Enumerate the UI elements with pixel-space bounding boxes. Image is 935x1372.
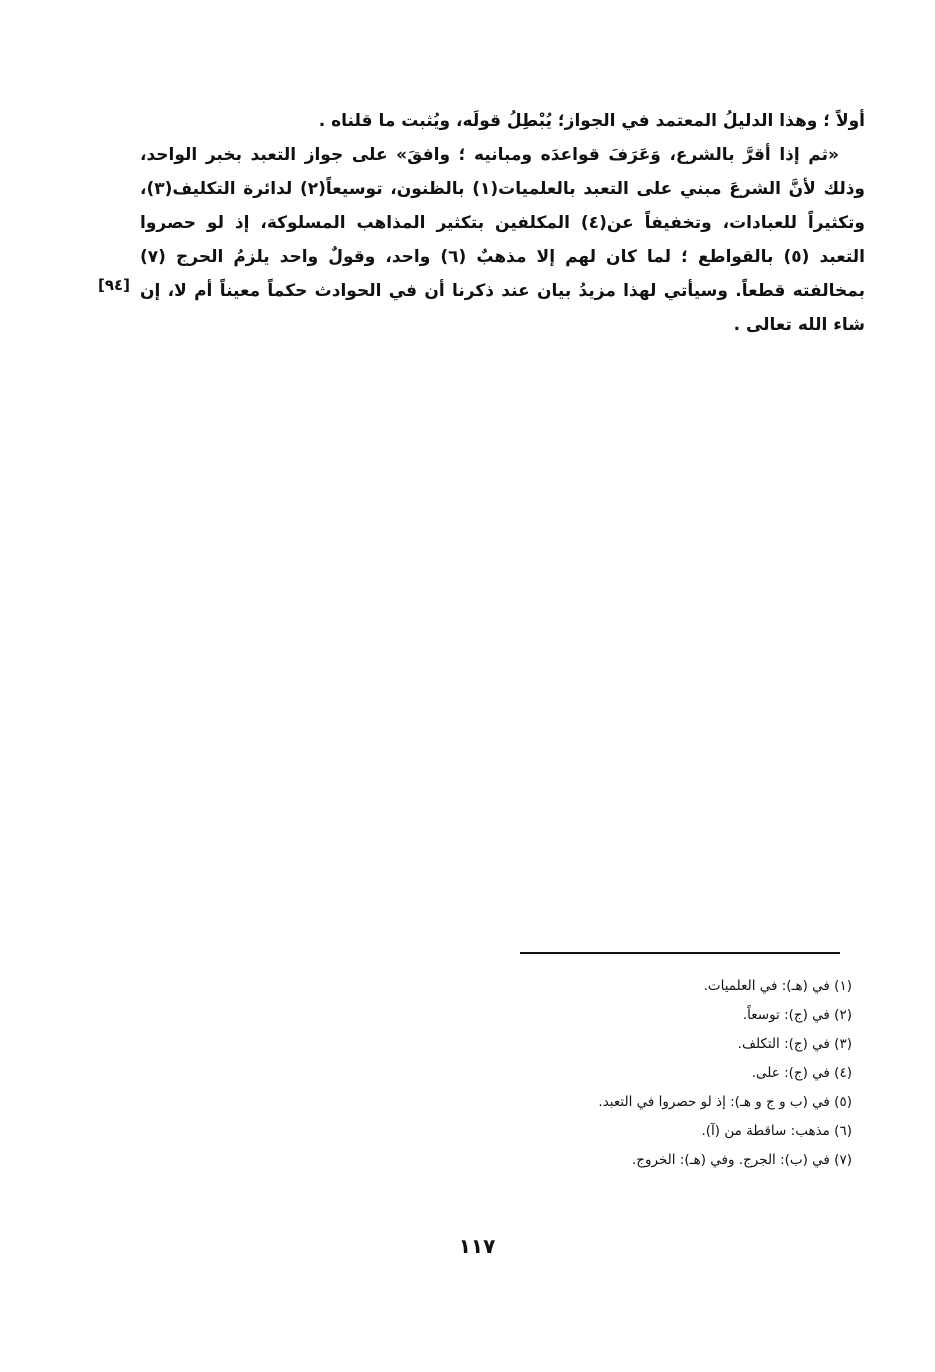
footnote-4: (٤) في (ج): على. bbox=[751, 1065, 852, 1081]
main-text bbox=[140, 104, 865, 342]
paragraph-2: «ثم إذا أقرَّ بالشرع، وَعَرَفَ قواعدَه ومبانيه ؛ وافقَ» على جواز التعبد بخبر الواحد، وذلك لأنَّ الشرعَ مبني على التعبد بالعلميات(١) بالظنون، توسيعاً(٢) لدائرة التكليف(٣)، وتكثيراً للعبادات، وتخفيفاً عن(٤) المكلفين بتكثير المذاهب المسلوكة، إذ لو حصروا التعبد (٥) بالقواطع ؛ لما كان لهم إلا مذهبٌ (٦) واحد، وقولٌ واحد يلزمُ الحرج (٧) بمخالفته قطعاً. وسيأتي لهذا مزيدُ بيان عند ذكرنا أن في الحوادث حكماً معيناً أم لا، إن شاء الله تعالى . bbox=[140, 145, 866, 335]
footnote-1: (١) في (هـ): في العلميات. bbox=[703, 978, 852, 994]
margin-page-marker: [٩٤] bbox=[98, 276, 131, 294]
paragraph-1: أولاً ؛ وهذا الدليلُ المعتمد في الجواز؛ يُبْطِلُ قولَه، ويُثبت ما قلناه . bbox=[318, 111, 865, 131]
footnote-6: (٦) مذهب: ساقطة من (آ). bbox=[701, 1123, 852, 1139]
footnote-7: (٧) في (ب): الجرج. وفي (هـ): الخروج. bbox=[631, 1152, 852, 1168]
page-number: ١١٧ bbox=[458, 1234, 496, 1258]
footnote-divider bbox=[520, 952, 840, 954]
footnote-2: (٢) في (ج): توسعاً. bbox=[742, 1007, 852, 1023]
footnote-3: (٣) في (ج): التكلف. bbox=[737, 1036, 852, 1052]
footnotes bbox=[440, 972, 852, 1175]
footnote-5: (٥) في (ب و ج و هـ): إذ لو حصروا في التعبد. bbox=[598, 1094, 852, 1110]
